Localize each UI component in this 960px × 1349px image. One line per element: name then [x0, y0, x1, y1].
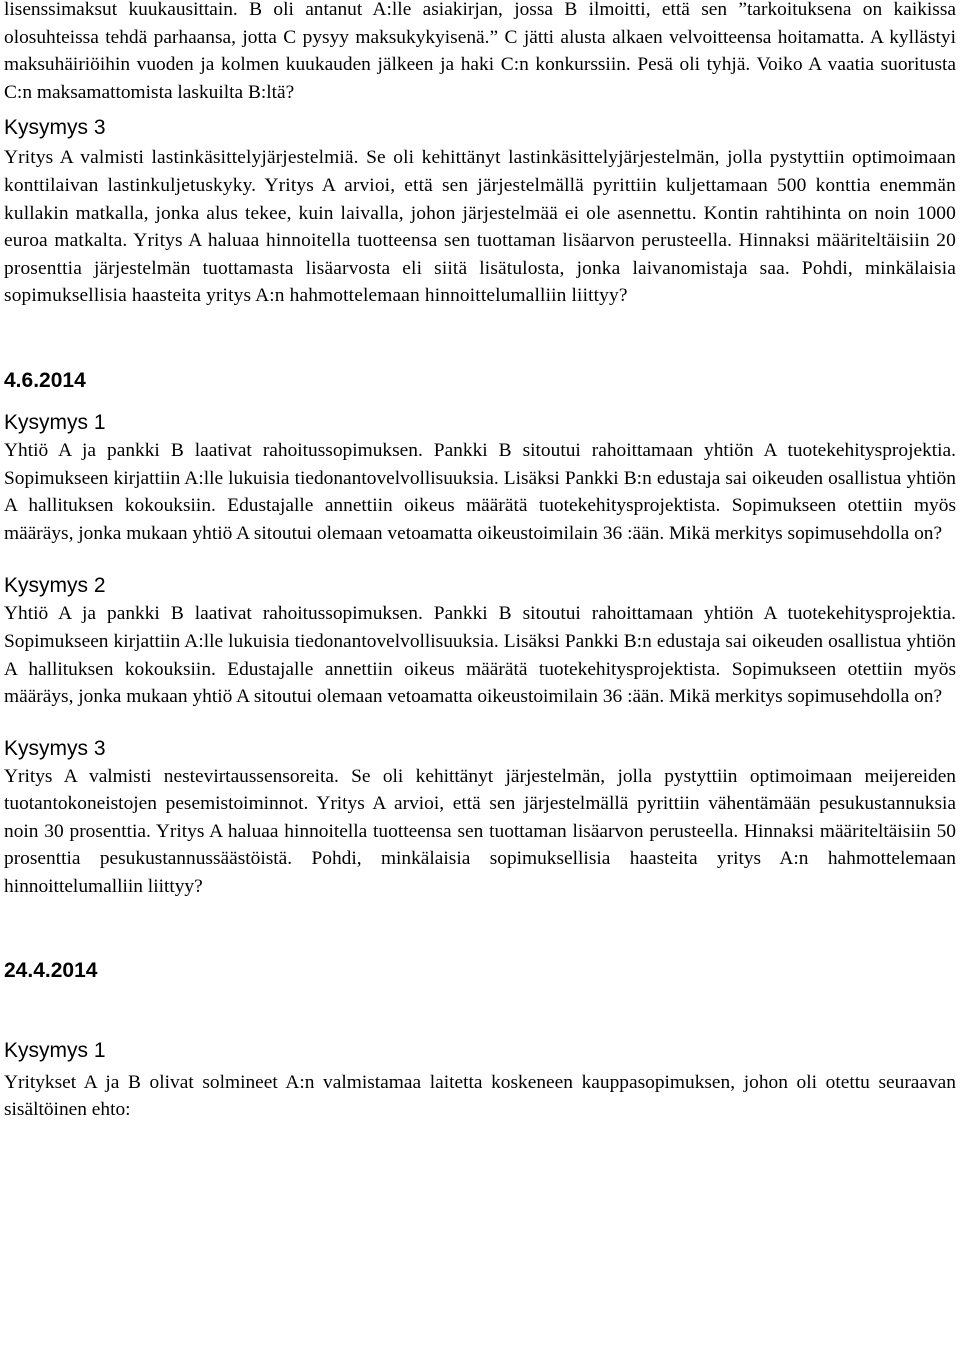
document-page — [4, 0, 956, 1124]
paragraph-sales-contract-case: Yritykset A ja B olivat solmineet A:n valmistamaa laitetta koskeneen kauppasopimuksen, johon oli otettu seuraavan sisältöinen ehto: — [4, 1071, 956, 1121]
heading-kysymys-3: Kysymys 3 — [4, 116, 106, 140]
paragraph-cargo-system-case: Yritys A valmisti lastinkäsittelyjärjestelmiä. Se oli kehittänyt lastinkäsittelyjärjestelmän, jolla pystyttiin optimoimaan konttilaivan lastinkuljetuskyky. Yritys A arvioi, että sen järjestelmällä pyrittiin kuljettamaan 500 konttia enemmän kullakin matkalla, jonka alus tekee, kuin laivalla, johon järjestelmää ei ole asennettu. Kontin rahtihinta on noin 1000 euroa matkalta. Yritys A haluaa hinnoitella tuotteensa sen tuottaman lisäarvon perusteella. Hinnaksi määriteltäisiin 20 prosenttia järjestelmän tuottamasta lisäarvosta eli siitä lisätulosta, jonka laivanomistaja saa. Pohdi, minkälaisia sopimuksellisia haasteita yritys A:n hahmottelemaan hinnoittelumalliin liittyy? — [4, 147, 956, 307]
date-heading-2014-06-04: 4.6.2014 — [4, 368, 86, 392]
heading-kysymys-1: Kysymys 1 — [4, 410, 106, 434]
paragraph-financing-case-1: Yhtiö A ja pankki B laativat rahoitussopimuksen. Pankki B sitoutui rahoittamaan yhtiön A tuotekehitysprojektia. Sopimukseen kirjattiin A:lle lukuisia tiedonantovelvollisuuksia. Lisäksi Pankki B:n edustaja sai oikeuden osallistua yhtiön A hallituksen kokouksiin. Edustajalle annettiin oikeus määrätä tuotekehitysprojektista. Sopimukseen otettiin myös määräys, jonka mukaan yhtiö A sitoutui olemaan vetoamatta oikeustoimilain 36 :ään. Mikä merkitys sopimusehdolla on? — [4, 439, 956, 544]
heading-kysymys-3-second: Kysymys 3 — [4, 736, 106, 760]
date-heading-2014-04-24: 24.4.2014 — [4, 958, 98, 982]
paragraph-sensor-case: Yritys A valmisti nestevirtaussensoreita. Se oli kehittänyt järjestelmän, jolla pystyttiin optimoimaan meijereiden tuotantokoneistojen pesemistoiminnot. Yritys A arvioi, että sen järjestelmällä pyrittiin vähentämään pesukustannuksia noin 30 prosenttia. Yritys A haluaa hinnoitella tuotteensa sen tuottaman lisäarvon perusteella. Hinnaksi määriteltäisiin 50 prosenttia pesukustannussäästöistä. Pohdi, minkälaisia sopimuksellisia haasteita yritys A:n hahmottelemaan hinnoittelumalliin liittyy? — [4, 765, 956, 898]
paragraph-financing-case-2: Yhtiö A ja pankki B laativat rahoitussopimuksen. Pankki B sitoutui rahoittamaan yhtiön A tuotekehitysprojektia. Sopimukseen kirjattiin A:lle lukuisia tiedonantovelvollisuuksia. Lisäksi Pankki B:n edustaja sai oikeuden osallistua yhtiön A hallituksen kokouksiin. Edustajalle annettiin oikeus määrätä tuotekehitysprojektista. Sopimukseen otettiin myös määräys, jonka mukaan yhtiö A sitoutui olemaan vetoamatta oikeustoimilain 36 :ään. Mikä merkitys sopimusehdolla on? — [4, 603, 956, 708]
paragraph-license-case: lisenssimaksut kuukausittain. B oli antanut A:lle asiakirjan, jossa B ilmoitti, että sen ”tarkoituksena on kaikissa olosuhteissa tehdä parhaansa, jotta C pysyy maksukykyisenä.” C jätti alusta alkaen velvoitteensa hoitamatta. A kyllästyi maksuhäiriöihin vuoden ja kolmen kuukauden jälkeen ja haki C:n konkurssiin. Pesä oli tyhjä. Voiko A vaatia suoritusta C:n maksamattomista laskuilta B:ltä? — [4, 0, 956, 103]
heading-kysymys-2: Kysymys 2 — [4, 574, 106, 598]
heading-kysymys-1-second: Kysymys 1 — [4, 1038, 106, 1062]
